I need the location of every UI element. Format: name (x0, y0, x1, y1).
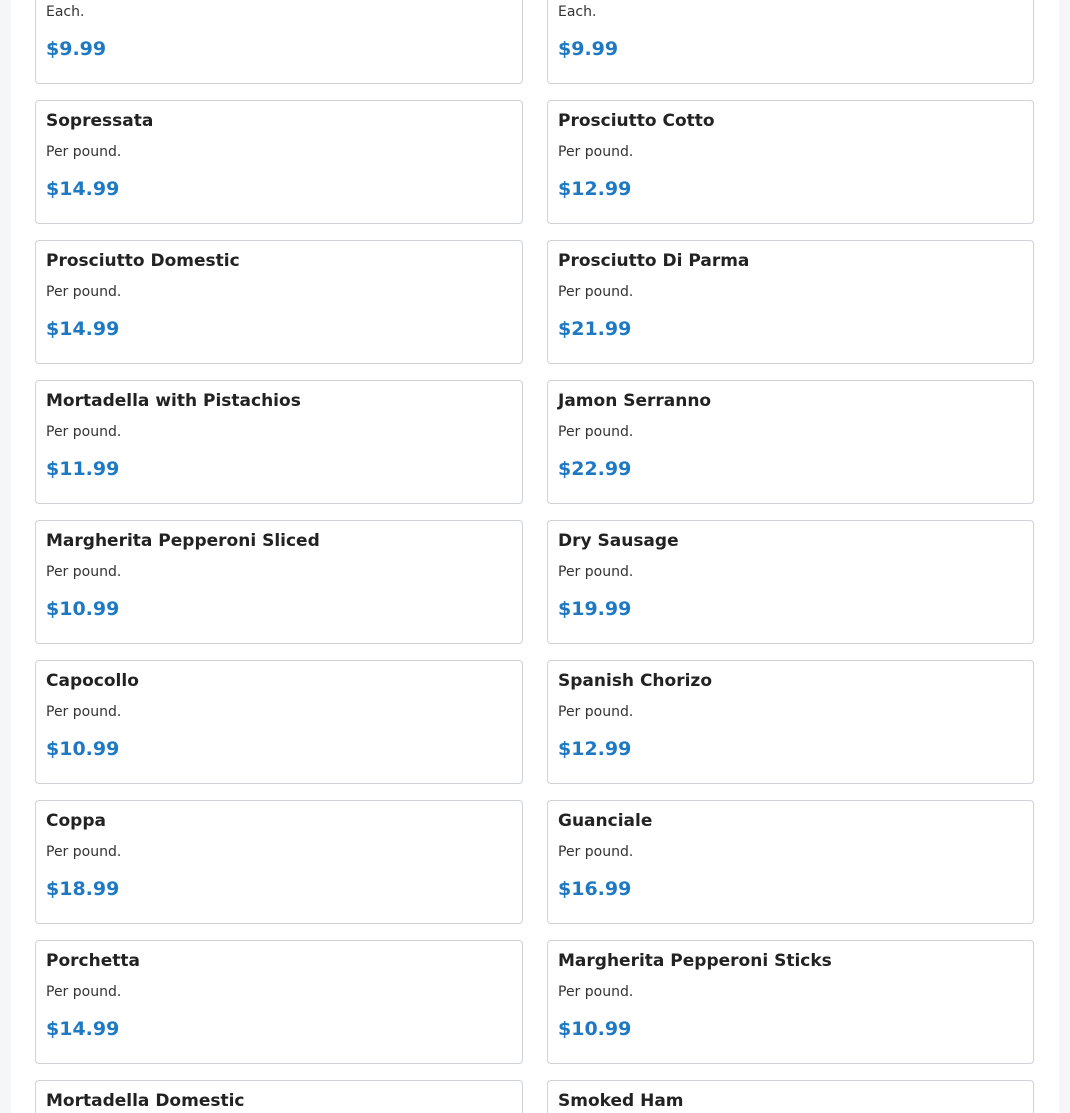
product-card[interactable] (547, 800, 1034, 924)
product-card[interactable] (35, 240, 523, 364)
product-price: $10.99 (46, 598, 120, 620)
product-card[interactable] (35, 660, 523, 784)
product-card[interactable] (35, 800, 523, 924)
product-name: Capocollo (46, 671, 139, 691)
product-name: Smoked Ham (558, 1091, 684, 1111)
product-description: Per pound. (558, 844, 634, 860)
product-card[interactable] (547, 380, 1034, 504)
product-name: Mortadella with Pistachios (46, 391, 301, 411)
product-card[interactable] (35, 1080, 523, 1113)
product-price: $21.99 (558, 318, 632, 340)
product-card[interactable] (547, 660, 1034, 784)
product-card[interactable] (547, 0, 1034, 84)
product-price: $10.99 (558, 1018, 632, 1040)
product-price: $14.99 (46, 318, 120, 340)
product-name: Jamon Serranno (558, 391, 712, 411)
product-description: Per pound. (558, 704, 634, 720)
product-card[interactable] (547, 100, 1034, 224)
product-name: Guanciale (558, 811, 653, 831)
product-name: Sopressata (46, 111, 154, 131)
product-card[interactable] (547, 940, 1034, 1064)
product-price: $9.99 (46, 38, 107, 60)
product-name: Mortadella Domestic (46, 1091, 245, 1111)
product-price: $12.99 (558, 178, 632, 200)
product-name: Prosciutto Di Parma (558, 251, 750, 271)
product-description: Per pound. (46, 424, 122, 440)
product-price: $16.99 (558, 878, 632, 900)
product-price: $10.99 (46, 738, 120, 760)
product-description: Per pound. (46, 984, 122, 1000)
product-card[interactable] (35, 380, 523, 504)
product-description: Per pound. (558, 984, 634, 1000)
product-name: Prosciutto Domestic (46, 251, 240, 271)
product-price: $18.99 (46, 878, 120, 900)
product-grid (35, 0, 1034, 1113)
product-list-page (11, 0, 1059, 1113)
product-description: Per pound. (46, 704, 122, 720)
product-description: Per pound. (558, 564, 634, 580)
product-description: Each. (558, 4, 597, 20)
product-price: $19.99 (558, 598, 632, 620)
product-card[interactable] (547, 1080, 1034, 1113)
product-card[interactable] (35, 0, 523, 84)
product-price: $14.99 (46, 178, 120, 200)
product-price: $12.99 (558, 738, 632, 760)
product-price: $22.99 (558, 458, 632, 480)
product-card[interactable] (35, 940, 523, 1064)
product-name: Porchetta (46, 951, 140, 971)
product-description: Per pound. (46, 844, 122, 860)
product-description: Per pound. (558, 144, 634, 160)
product-card[interactable] (35, 520, 523, 644)
product-description: Per pound. (558, 424, 634, 440)
product-price: $9.99 (558, 38, 619, 60)
product-description: Per pound. (46, 144, 122, 160)
product-description: Per pound. (46, 564, 122, 580)
product-description: Per pound. (46, 284, 122, 300)
product-price: $14.99 (46, 1018, 120, 1040)
product-card[interactable] (547, 240, 1034, 364)
product-description: Each. (46, 4, 85, 20)
product-name: Margherita Pepperoni Sliced (46, 531, 320, 551)
product-card[interactable] (547, 520, 1034, 644)
product-name: Prosciutto Cotto (558, 111, 715, 131)
product-name: Spanish Chorizo (558, 671, 712, 691)
product-name: Dry Sausage (558, 531, 679, 551)
product-name: Coppa (46, 811, 106, 831)
product-card[interactable] (35, 100, 523, 224)
product-price: $11.99 (46, 458, 120, 480)
product-description: Per pound. (558, 284, 634, 300)
product-name: Margherita Pepperoni Sticks (558, 951, 832, 971)
